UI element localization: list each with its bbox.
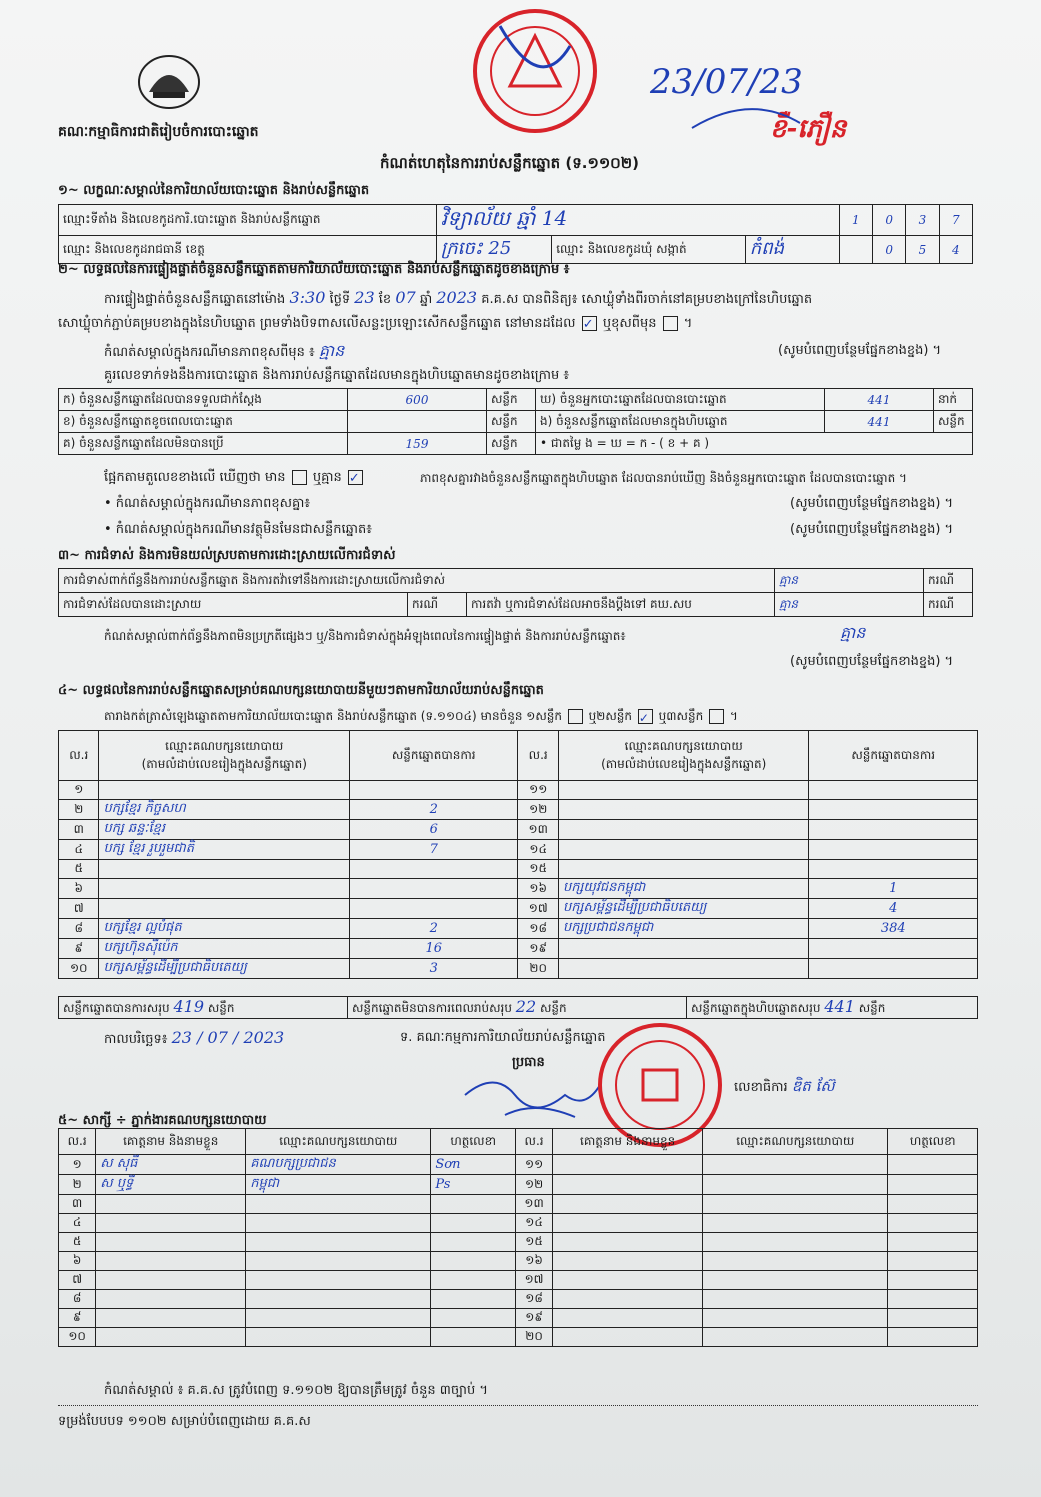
party-votes [350, 781, 518, 800]
total-valid-unit: សន្លឹក [207, 1001, 235, 1015]
party-votes [350, 879, 518, 899]
row-number: ១៩ [518, 939, 558, 959]
objection-row1-value: គ្មាន [775, 569, 924, 593]
row-number: ៣ [59, 820, 99, 840]
appeal-value: គ្មាន [775, 593, 924, 617]
ballot-figures-table [58, 388, 973, 455]
section3-title: ៣~ ការជំទាស់ និងការមិនយល់ស្របតាមការដោះស្រាយលើការជំទាស់ [58, 548, 396, 563]
witness-signature [431, 1252, 516, 1271]
no-difference-checkbox[interactable]: ✓ [348, 470, 363, 485]
total-invalid-value: 22 [515, 997, 537, 1016]
witness-party [703, 1290, 888, 1309]
witness-party [246, 1328, 431, 1347]
witness-col-name-right: គោត្តនាម និងនាមខ្លួន [553, 1129, 703, 1155]
total-invalid-cell [348, 997, 687, 1019]
objection-row1-case: ករណី [924, 569, 973, 593]
unused-value: 159 [348, 433, 487, 455]
witness-signature [888, 1252, 978, 1271]
table-row [59, 1155, 978, 1175]
party-name: បក្សសម្ព័ន្ធដើម្បីប្រជាធិបតេយ្យ [99, 959, 350, 979]
spoiled-label: ខ) ចំនួនសន្លឹកឆ្នោតខូចពេលបោះឆ្នោត [59, 411, 348, 433]
province-label: ឈ្មោះ និងលេខកូដរាជធានី ខេត្ត [59, 236, 437, 264]
witness-signature [431, 1195, 516, 1214]
party-name: បក្សខ្មែរ ល្អបំផុត [99, 919, 350, 939]
location-value: វិទ្យាល័យ ឆ្មាំ 14 [440, 206, 568, 230]
comparison-label: ផ្អែកតាមតួលេខខាងលើ ឃើញថា មាន [104, 470, 286, 485]
table-row [59, 1214, 978, 1233]
witness-col-name: គោត្តនាម និងនាមខ្លួន [96, 1129, 246, 1155]
row-number: ១ [59, 781, 99, 800]
three-sheets-label: ឬ៣សន្លឹក [658, 709, 704, 723]
party-votes [809, 939, 978, 959]
total-box-value: 441 [824, 997, 855, 1016]
unused-label: គ) ចំនួនសន្លឹកឆ្នោតដែលមិនបានប្រើ [59, 433, 348, 455]
row-number: ១៣ [518, 820, 558, 840]
party-votes: 16 [350, 939, 518, 959]
witness-col-sign: ហត្ថលេខា [431, 1129, 516, 1155]
party-votes [809, 860, 978, 879]
verification-month: 07 [395, 288, 416, 307]
witness-party [246, 1233, 431, 1252]
row-number: ២០ [518, 959, 558, 979]
commune-code-2: 5 [906, 236, 939, 264]
commune-label: ឈ្មោះ និងលេខកូដឃុំ សង្កាត់ [552, 236, 746, 264]
objection-row1-label: ការជំទាស់ពាក់ព័ន្ធនឹងការរាប់សន្លឹកឆ្នោត និងការតវ៉ាទៅនឹងការដោះស្រាយលើការជំទាស់ [59, 569, 775, 593]
table-row [59, 1233, 978, 1252]
foreign-object-hint: (សូមបំពេញបន្ថែមផ្នែកខាងខ្នង) ។ [790, 522, 954, 537]
total-valid-cell [59, 997, 348, 1019]
table-row [59, 820, 978, 840]
nec-emblem-icon [135, 52, 203, 112]
witness-name [553, 1195, 703, 1214]
row-number: ១៤ [515, 1214, 552, 1233]
results-col-no: ល.រ [59, 731, 99, 781]
row-number: ៧ [59, 899, 99, 919]
date-value: 23 / 07 / 2023 [171, 1028, 285, 1047]
section5-title: ៥~ សាក្សី ÷ ភ្នាក់ងារគណបក្សនយោបាយ [58, 1113, 267, 1128]
three-sheets-checkbox[interactable] [709, 709, 724, 724]
committee-name: គណៈកម្មាធិការជាតិរៀបចំការបោះឆ្នោត [58, 124, 259, 140]
received-unit: សន្លឹក [487, 389, 536, 411]
president-label: ប្រធាន [512, 1055, 545, 1070]
row-number: ១៦ [515, 1252, 552, 1271]
row-number: ១៨ [518, 919, 558, 939]
official-stamp-icon [470, 6, 600, 136]
row-number: ៤ [59, 1214, 96, 1233]
table-row [59, 1175, 978, 1195]
handwritten-name: ខឺ-ភឿន [770, 114, 847, 144]
verification-text: គ.គ.ស បានពិនិត្យ៖ សោឃ្លុំទាំងពីរចាក់នៅគម្របខាងក្រៅនៃហិបឆ្នោត [481, 292, 813, 307]
witness-name [553, 1175, 703, 1195]
location-label: ឈ្មោះទីតាំង និងលេខកូដការិ.បោះឆ្នោត និងរាប់សន្លឹកឆ្នោត [59, 205, 437, 236]
table-row [59, 860, 978, 879]
table-row [59, 1252, 978, 1271]
verification-time: 3:30 [289, 288, 326, 307]
witness-name [96, 1271, 246, 1290]
form-note: ទម្រង់បែបបទ ១១០២ សម្រាប់បំពេញដោយ គ.គ.ស [58, 1414, 311, 1429]
party-votes: 6 [350, 820, 518, 840]
section2-title: ២~ លទ្ធផលនៃការផ្ទៀងផ្ទាត់ចំនួនសន្លឹកឆ្នោតតាមការិយាល័យបោះឆ្នោត និងរាប់សន្លឹកឆ្នោតដូចខាងក្រោម ៖ [58, 262, 570, 277]
witness-party [703, 1233, 888, 1252]
row-number: ១ [59, 1155, 96, 1175]
witness-signature [431, 1233, 516, 1252]
location-code-2: 0 [872, 205, 905, 236]
row-number: ៦ [59, 879, 99, 899]
handwritten-date: 23/07/23 [650, 62, 803, 102]
row-number: ៩ [59, 939, 99, 959]
results-col-party [99, 731, 350, 781]
in-box-value: 441 [825, 411, 934, 433]
witness-name [553, 1309, 703, 1328]
results-col-party-label: ឈ្មោះគណបក្សនយោបាយ [165, 738, 284, 753]
results-col-party-sub: (តាមលំដាប់លេខរៀងក្នុងសន្លឹកឆ្នោត) [141, 756, 307, 771]
party-votes [350, 899, 518, 919]
row-number: ១៩ [515, 1309, 552, 1328]
party-name [99, 781, 350, 800]
difference-bullet: • កំណត់សម្គាល់ក្នុងករណីមានភាពខុសគ្នា៖ [104, 496, 311, 511]
location-code-3: 3 [906, 205, 939, 236]
party-votes: 3 [350, 959, 518, 979]
witness-signature [888, 1214, 978, 1233]
witness-name [553, 1155, 703, 1175]
unchanged-checkbox[interactable]: ✓ [582, 316, 597, 331]
results-col-no-right: ល.រ [518, 731, 558, 781]
witness-signature [431, 1328, 516, 1347]
party-name [99, 879, 350, 899]
row-number: ១២ [518, 800, 558, 820]
row-number: ២ [59, 800, 99, 820]
secretary-value: ឌិត ស៊ែ [791, 1077, 835, 1095]
voters-value: 441 [825, 389, 934, 411]
row-number: ១០ [59, 959, 99, 979]
total-valid-label: សន្លឹកឆ្នោតបានការសរុប [63, 1001, 170, 1015]
verification-year-label: ឆ្នាំ [419, 292, 433, 307]
total-box-unit: សន្លឹក [858, 1001, 886, 1015]
party-name: បក្ស ខ្មែរ រួបរួមជាតិ [99, 840, 350, 860]
verification-day: 23 [354, 288, 375, 307]
witness-name: ស ឬទ្ធី [96, 1175, 246, 1195]
row-number: ១៤ [518, 840, 558, 860]
party-votes: 7 [350, 840, 518, 860]
party-name [558, 959, 809, 979]
party-name [558, 820, 809, 840]
row-number: ៥ [59, 860, 99, 879]
spoiled-unit: សន្លឹក [487, 411, 536, 433]
table-row [59, 919, 978, 939]
party-name [558, 939, 809, 959]
party-votes: 4 [809, 899, 978, 919]
witness-party [703, 1271, 888, 1290]
one-sheet-checkbox[interactable] [568, 709, 583, 724]
footnote: កំណត់សម្គាល់ ៖ គ.គ.ស ត្រូវបំពេញ ទ.១១០២ ឱ្យបានត្រឹមត្រូវ ចំនួន ៣ច្បាប់ ។ [104, 1383, 488, 1398]
witness-name [96, 1290, 246, 1309]
tally-sheet-line: តារាងកត់ត្រាសំឡេងឆ្នោតតាមការិយាល័យបោះឆ្នោត និងរាប់សន្លឹកឆ្នោត (ទ.១១០៤) មានចំនួន ១សន្លឹក ឬ២សន្លឹក ✓ ឬ៣សន្លឹក ។ [104, 709, 738, 725]
party-name: បក្សយុវជនកម្ពុជា [558, 879, 809, 899]
witness-signature [888, 1233, 978, 1252]
received-label: ក) ចំនួនសន្លឹកឆ្នោតដែលបានទទួលជាក់ស្តែង [59, 389, 348, 411]
row-number: ៤ [59, 840, 99, 860]
has-difference-checkbox[interactable] [292, 470, 307, 485]
results-col-party-right-sub: (តាមលំដាប់លេខរៀងក្នុងសន្លឹកឆ្នោត) [601, 756, 767, 771]
figures-intro: គួរលេខទាក់ទងនឹងការបោះឆ្នោត និងការរាប់សន្លឹកឆ្នោតដែលមានក្នុងហិបឆ្នោតមានដូចខាងក្រោម ៖ [104, 368, 570, 383]
formula: • ជាតម្លៃ ង = ឃ = ក - ( ខ + គ ) [536, 433, 973, 455]
difference-note-label: កំណត់សម្គាល់ក្នុងករណីមានភាពខុសពីមុន ៖ [104, 345, 315, 360]
witness-party [246, 1271, 431, 1290]
witness-party [703, 1328, 888, 1347]
table-row [59, 1271, 978, 1290]
irregularity-note: កំណត់សម្គាល់ពាក់ព័ន្ធនឹងភាពមិនប្រក្រតីផ្សេងៗ ឬ/និងការជំទាស់ក្នុងអំឡុងពេលនៃការផ្ទៀងផ្ទាត់ និងការរាប់សន្លឹកឆ្នោត៖ [104, 629, 626, 643]
comparison-text: ភាពខុសគ្នារវាងចំនួនសន្លឹកឆ្នោតក្នុងហិបឆ្នោត ដែលបានរាប់ឃើញ និងចំនួនអ្នកបោះឆ្នោត ដែលបានបោះឆ្នោត ។ [420, 471, 907, 485]
witness-name [96, 1328, 246, 1347]
witness-name [553, 1290, 703, 1309]
signature-stroke-icon [690, 98, 810, 138]
irregularity-note-value: គ្មាន [840, 623, 866, 642]
party-votes [809, 820, 978, 840]
table-row [59, 899, 978, 919]
row-number: ៧ [59, 1271, 96, 1290]
row-number: ១៨ [515, 1290, 552, 1309]
party-votes [350, 860, 518, 879]
commune-value: កំពង់ [749, 238, 785, 259]
witness-table [58, 1128, 978, 1347]
form-title: កំណត់ហេតុនៃការរាប់សន្លឹកឆ្នោត (ទ.១១០២) [380, 154, 640, 172]
party-votes [809, 840, 978, 860]
row-number: ៥ [59, 1233, 96, 1252]
witness-col-party: ឈ្មោះគណបក្សនយោបាយ [246, 1129, 431, 1155]
objections-table [58, 568, 973, 617]
total-box-label: សន្លឹកឆ្នោតក្នុងហិបឆ្នោតសរុប [691, 1001, 821, 1015]
results-col-party-right [558, 731, 809, 781]
results-col-votes: សន្លឹកឆ្នោតបានការ [350, 731, 518, 781]
party-name [99, 860, 350, 879]
section1-table [58, 204, 973, 264]
results-col-party-right-label: ឈ្មោះគណបក្សនយោបាយ [624, 738, 743, 753]
witness-col-party-right: ឈ្មោះគណបក្សនយោបាយ [703, 1129, 888, 1155]
party-name: បក្សប្រជាជនកម្ពុជា [558, 919, 809, 939]
witness-party [246, 1214, 431, 1233]
witness-name [553, 1252, 703, 1271]
verification-year: 2023 [436, 288, 478, 307]
table-row [59, 1195, 978, 1214]
witness-party [703, 1155, 888, 1175]
witness-col-no: ល.រ [59, 1129, 96, 1155]
province-value: ក្រចេះ 25 [440, 238, 512, 259]
row-number: ១៥ [518, 860, 558, 879]
witness-signature [888, 1271, 978, 1290]
party-votes [809, 781, 978, 800]
witness-party [246, 1309, 431, 1328]
table-row [59, 781, 978, 800]
difference-note-value: គ្មាន [318, 341, 345, 360]
difference-bullet-hint: (សូមបំពេញបន្ថែមផ្នែកខាងខ្នង) ។ [790, 496, 954, 511]
witness-signature [888, 1328, 978, 1347]
witness-name [553, 1214, 703, 1233]
witness-name [96, 1214, 246, 1233]
comparison-line [104, 470, 365, 486]
party-name: បក្សសម្ព័ន្ធដើម្បីប្រជាធិបតេយ្យ [558, 899, 809, 919]
party-name: បក្សខ្មែរ កិច្ចសហ [99, 800, 350, 820]
spoiled-value [348, 411, 487, 433]
appeal-label: ការតវ៉ា ឬការជំទាស់ដែលអាចនឹងប្តឹងទៅ គឃ.សប [467, 593, 775, 617]
witness-name [96, 1252, 246, 1271]
row-number: ១១ [515, 1155, 552, 1175]
difference-note-hint: (សូមបំពេញបន្ថែមផ្នែកខាងខ្នង) ។ [778, 343, 942, 358]
witness-name [96, 1195, 246, 1214]
witness-signature [431, 1271, 516, 1290]
in-box-unit: សន្លឹក [934, 411, 973, 433]
witness-signature [888, 1195, 978, 1214]
witness-party [246, 1290, 431, 1309]
party-name: បក្សហ៊ុនស៊ីប៉េក [99, 939, 350, 959]
row-number: ៨ [59, 919, 99, 939]
voters-unit: នាក់ [934, 389, 973, 411]
party-name [558, 860, 809, 879]
table-row [59, 1328, 978, 1347]
party-name [558, 781, 809, 800]
witness-col-sign-right: ហត្ថលេខា [888, 1129, 978, 1155]
witness-signature [888, 1175, 978, 1195]
witness-signature [888, 1290, 978, 1309]
verification-day-label: ថ្ងៃទី [329, 292, 351, 307]
witness-name [96, 1309, 246, 1328]
total-box-cell [687, 997, 978, 1019]
row-number: ១៦ [518, 879, 558, 899]
row-number: ១១ [518, 781, 558, 800]
row-number: ១៣ [515, 1195, 552, 1214]
resolved-case: ករណី [408, 593, 467, 617]
party-votes [809, 959, 978, 979]
totals-table [58, 996, 978, 1019]
commune-code-1: 0 [872, 236, 905, 264]
total-invalid-unit: សន្លឹក [539, 1001, 567, 1015]
witness-name: ស សុធី [96, 1155, 246, 1175]
secretary-label: លេខាធិការ [734, 1080, 788, 1095]
row-number: ២ [59, 1175, 96, 1195]
witness-party [246, 1195, 431, 1214]
two-sheets-checkbox[interactable]: ✓ [638, 709, 653, 724]
changed-label: ឬខុសពីមុន [602, 316, 657, 331]
tally-sheet-text: តារាងកត់ត្រាសំឡេងឆ្នោតតាមការិយាល័យបោះឆ្នោត និងរាប់សន្លឹកឆ្នោត (ទ.១១០៤) មានចំនួន ១សន្លឹក [104, 709, 562, 723]
witness-signature [888, 1155, 978, 1175]
commune-code-3: 4 [939, 236, 972, 264]
table-row [59, 959, 978, 979]
witness-signature [431, 1290, 516, 1309]
party-votes: 1 [809, 879, 978, 899]
two-sheets-label: ឬ២សន្លឹក [588, 709, 633, 723]
committee-sign-label: ទ. គណៈកម្មការការិយាល័យរាប់សន្លឹកឆ្នោត [400, 1030, 606, 1045]
row-number: ១២ [515, 1175, 552, 1195]
table-row [59, 1309, 978, 1328]
witness-party [703, 1175, 888, 1195]
witness-signature: Sơn [431, 1155, 516, 1175]
table-row [59, 800, 978, 820]
witness-signature [431, 1309, 516, 1328]
row-number: ៦ [59, 1252, 96, 1271]
witness-party: កម្ពុជា [246, 1175, 431, 1195]
table-row [59, 939, 978, 959]
lock-status-line: សោឃ្លុំចាក់ភ្ជាប់គម្របខាងក្នុងនៃហិបឆ្នោត ព្រមទាំងបិទពាសលើសន្លះប្រឡោះសើកសន្លឹកឆ្នោត នៅមានដដែល ✓ ឬខុសពីមុន ។ [58, 316, 693, 332]
location-code-4: 7 [939, 205, 972, 236]
witness-party [703, 1195, 888, 1214]
unused-unit: សន្លឹក [487, 433, 536, 455]
row-number: ៣ [59, 1195, 96, 1214]
voters-label: ឃ) ចំនួនអ្នកបោះឆ្នោតដែលបានបោះឆ្នោត [536, 389, 825, 411]
table-row [59, 1290, 978, 1309]
witness-signature [888, 1309, 978, 1328]
date-label: កាលបរិច្ឆេទ៖ [104, 1032, 168, 1047]
in-box-label: ង) ចំនួនសន្លឹកឆ្នោតដែលមានក្នុងហិបឆ្នោត [536, 411, 825, 433]
total-invalid-label: សន្លឹកឆ្នោតមិនបានការពេលរាប់សរុប [352, 1001, 512, 1015]
witness-signature [431, 1214, 516, 1233]
section1-title: ១~ លក្ខណៈសម្គាល់នៃការិយាល័យបោះឆ្នោត និងរាប់សន្លឹកឆ្នោត [58, 183, 370, 198]
received-value: 600 [348, 389, 487, 411]
row-number: ៩ [59, 1309, 96, 1328]
witness-party: គណបក្សប្រជាជន [246, 1155, 431, 1175]
party-votes: 2 [350, 919, 518, 939]
table-row [59, 840, 978, 860]
row-number: ៨ [59, 1290, 96, 1309]
row-number: ២០ [515, 1328, 552, 1347]
verification-line [104, 290, 812, 308]
party-name: បក្ស ឆន្ទៈខ្មែរ [99, 820, 350, 840]
lock-status-text: សោឃ្លុំចាក់ភ្ជាប់គម្របខាងក្នុងនៃហិបឆ្នោត ព្រមទាំងបិទពាសលើសន្លះប្រឡោះសើកសន្លឹកឆ្នោត នៅមានដដែល [58, 316, 576, 331]
footer-divider [58, 1405, 978, 1406]
row-number: ១៧ [515, 1271, 552, 1290]
row-number: ១៧ [518, 899, 558, 919]
party-name [99, 899, 350, 919]
section4-title: ៤~ លទ្ធផលនៃការរាប់សន្លឹកឆ្នោតសម្រាប់គណបក្សនយោបាយនីមួយៗតាមការិយាល័យរាប់សន្លឹកឆ្នោត [58, 683, 544, 698]
foreign-object-bullet: • កំណត់សម្គាល់ក្នុងករណីមានវត្ថុមិនមែនជាសន្លឹកឆ្នោត៖ [104, 522, 372, 537]
witness-col-no-right: ល.រ [515, 1129, 552, 1155]
row-number: ១៥ [515, 1233, 552, 1252]
row-number: ១០ [59, 1328, 96, 1347]
appeal-case: ករណី [924, 593, 973, 617]
party-name [558, 800, 809, 820]
changed-checkbox[interactable] [663, 316, 678, 331]
witness-name [553, 1271, 703, 1290]
verification-time-label: ការផ្ទៀងផ្ទាត់ចំនួនសន្លឹកឆ្នោតនៅម៉ោង [104, 292, 286, 307]
verification-month-label: ខែ [378, 292, 392, 307]
difference-note-line [104, 343, 344, 361]
no-difference-label: ឬគ្មាន [312, 470, 342, 485]
date-line [104, 1030, 284, 1048]
irregularity-hint: (សូមបំពេញបន្ថែមផ្នែកខាងខ្នង) ។ [790, 654, 954, 669]
party-votes: 2 [350, 800, 518, 820]
results-col-votes-right: សន្លឹកឆ្នោតបានការ [809, 731, 978, 781]
resolved-label: ការជំទាស់ដែលបានដោះស្រាយ [59, 593, 408, 617]
witness-party [703, 1252, 888, 1271]
party-votes: 384 [809, 919, 978, 939]
total-valid-value: 419 [173, 997, 205, 1016]
president-signature-icon [455, 1065, 605, 1125]
witness-signature: Ps [431, 1175, 516, 1195]
party-votes [809, 800, 978, 820]
witness-name [553, 1328, 703, 1347]
witness-name [553, 1233, 703, 1252]
party-results-table [58, 730, 978, 979]
party-name [558, 840, 809, 860]
witness-party [703, 1309, 888, 1328]
location-code-1: 1 [839, 205, 872, 236]
witness-party [246, 1252, 431, 1271]
secretary-line [734, 1078, 835, 1096]
witness-name [96, 1233, 246, 1252]
table-row [59, 879, 978, 899]
witness-party [703, 1214, 888, 1233]
